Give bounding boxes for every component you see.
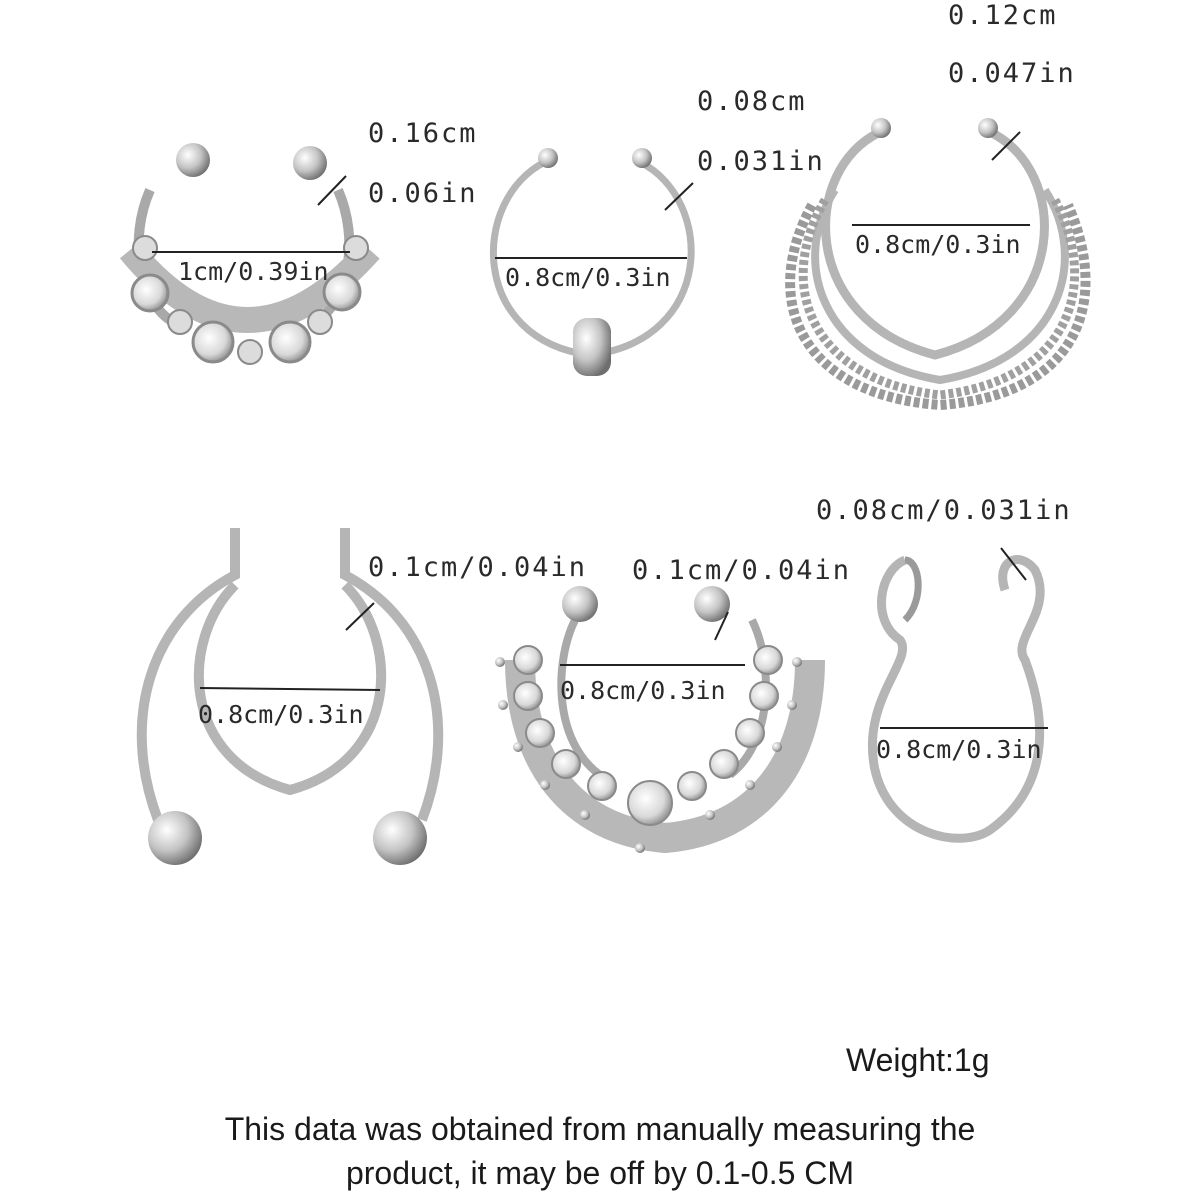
ring-3-diameter-label: 0.8cm/0.3in <box>855 230 1021 259</box>
ring-1-diameter-label: 1cm/0.39in <box>178 257 329 286</box>
ring-6-diameter-label: 0.8cm/0.3in <box>876 735 1042 764</box>
ring-5-wire-label: 0.1cm/0.04in <box>632 555 852 586</box>
measurement-note-line-1: This data was obtained from manually measuring the <box>224 1111 976 1147</box>
measurement-note-line-2: product, it may be off by 0.1-0.5 CM <box>345 1155 855 1191</box>
ring-2-wire-cm-label: 0.08cm <box>697 86 807 117</box>
ring-2-diameter-label: 0.8cm/0.3in <box>505 263 671 292</box>
ring-5-crystal-fan <box>495 586 810 853</box>
ring-1-wire-in-label: 0.06in <box>368 178 478 209</box>
weight-label: Weight:1g <box>846 1042 990 1078</box>
ring-4-wire-label: 0.1cm/0.04in <box>368 552 588 583</box>
ring-1-wire-cm-label: 0.16cm <box>368 118 478 149</box>
ring-3-wire-in-label: 0.047in <box>948 58 1076 89</box>
ring-5-diameter-label: 0.8cm/0.3in <box>560 676 726 705</box>
ring-6-loop-clip <box>872 548 1048 838</box>
ring-2-wire-in-label: 0.031in <box>697 146 825 177</box>
ring-6-wire-label: 0.08cm/0.031in <box>816 495 1072 526</box>
ring-1-jeweled-septum <box>130 143 370 364</box>
ring-4-diameter-label: 0.8cm/0.3in <box>198 700 364 729</box>
ring-2-bead-hoop <box>493 148 693 376</box>
ring-3-multi-band <box>790 118 1085 405</box>
ring-3-wire-cm-label: 0.12cm <box>948 0 1058 31</box>
